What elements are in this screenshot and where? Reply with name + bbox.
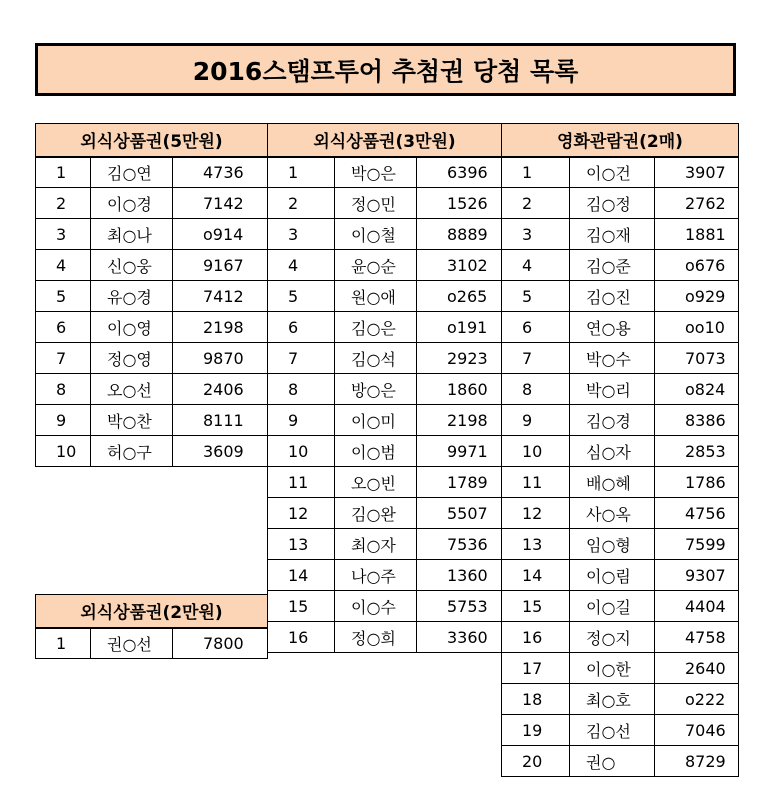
winner-code: 7536	[417, 529, 502, 560]
winner-number: 3	[268, 219, 335, 250]
winner-number: 1	[268, 157, 335, 188]
winner-row	[268, 281, 502, 312]
winner-code: 3609	[173, 436, 268, 467]
winner-name: 이○영	[91, 312, 173, 343]
winner-name: 원○애	[335, 281, 417, 312]
winner-name: 김○석	[335, 343, 417, 374]
winner-row	[502, 250, 739, 281]
winner-row	[268, 529, 502, 560]
winner-code: 5507	[417, 498, 502, 529]
winner-number: 14	[502, 560, 570, 591]
winner-number: 9	[36, 405, 91, 436]
winner-number: 4	[502, 250, 570, 281]
winner-name: 김○완	[335, 498, 417, 529]
winner-name: 이○길	[570, 591, 655, 622]
winner-row	[268, 250, 502, 281]
winner-name: 이○건	[570, 157, 655, 188]
winner-code: 5753	[417, 591, 502, 622]
winner-number: 1	[502, 157, 570, 188]
winner-code: 4736	[173, 157, 268, 188]
winner-number: 1	[36, 628, 91, 659]
winner-name: 나○주	[335, 560, 417, 591]
winner-name: 정○영	[91, 343, 173, 374]
winner-row	[502, 684, 739, 715]
winner-row	[36, 219, 268, 250]
winner-number: 10	[36, 436, 91, 467]
winner-code: o914	[173, 219, 268, 250]
winner-name: 박○찬	[91, 405, 173, 436]
winner-name: 연○용	[570, 312, 655, 343]
winner-code: 8111	[173, 405, 268, 436]
winner-code: 7800	[173, 628, 268, 659]
winner-row	[36, 312, 268, 343]
winner-number: 11	[268, 467, 335, 498]
winner-row	[502, 374, 739, 405]
winner-code: 9307	[655, 560, 739, 591]
winner-row	[268, 343, 502, 374]
winner-name: 이○철	[335, 219, 417, 250]
prize-category-header: 외식상품권(3만원)	[268, 124, 502, 157]
winner-number: 7	[268, 343, 335, 374]
winner-name: 정○지	[570, 622, 655, 653]
winner-name: 김○정	[570, 188, 655, 219]
winner-code: 2853	[655, 436, 739, 467]
winner-row	[36, 250, 268, 281]
prize-table-dining-5man	[35, 123, 268, 467]
winner-number: 12	[502, 498, 570, 529]
winner-row	[36, 374, 268, 405]
winner-row	[36, 157, 268, 188]
winner-code: 3102	[417, 250, 502, 281]
winner-row	[502, 653, 739, 684]
winner-number: 2	[36, 188, 91, 219]
winner-row	[36, 436, 268, 467]
winner-code: 4758	[655, 622, 739, 653]
winner-name: 사○옥	[570, 498, 655, 529]
winner-number: 6	[36, 312, 91, 343]
winner-row	[268, 591, 502, 622]
winner-code: 8386	[655, 405, 739, 436]
winner-number: 3	[502, 219, 570, 250]
winner-name: 박○수	[570, 343, 655, 374]
winner-code: 9870	[173, 343, 268, 374]
winner-row	[268, 560, 502, 591]
winner-row	[502, 467, 739, 498]
winner-number: 7	[502, 343, 570, 374]
page-title: 2016스탬프투어 추첨권 당첨 목록	[192, 56, 579, 86]
winner-name: 권○	[570, 746, 655, 777]
winner-number: 9	[502, 405, 570, 436]
winner-name: 김○은	[335, 312, 417, 343]
winner-row	[36, 343, 268, 374]
winner-code: 8889	[417, 219, 502, 250]
winner-name: 이○림	[570, 560, 655, 591]
winner-name: 정○희	[335, 622, 417, 653]
prize-category-header: 영화관람권(2매)	[502, 124, 739, 157]
winner-row	[268, 622, 502, 653]
winner-code: o676	[655, 250, 739, 281]
winner-name: 최○자	[335, 529, 417, 560]
winner-number: 12	[268, 498, 335, 529]
winner-number: 10	[502, 436, 570, 467]
winner-row	[268, 219, 502, 250]
winner-code: 7412	[173, 281, 268, 312]
winner-number: 1	[36, 157, 91, 188]
winner-number: 20	[502, 746, 570, 777]
winner-code: 7046	[655, 715, 739, 746]
winner-number: 2	[268, 188, 335, 219]
winner-code: oo10	[655, 312, 739, 343]
winner-code: 7142	[173, 188, 268, 219]
table-header-row	[36, 595, 268, 628]
winner-code: 2406	[173, 374, 268, 405]
winner-row	[502, 281, 739, 312]
winner-name: 김○진	[570, 281, 655, 312]
winner-number: 6	[268, 312, 335, 343]
winner-code: 4756	[655, 498, 739, 529]
winner-code: 9971	[417, 436, 502, 467]
winner-row	[502, 157, 739, 188]
winner-name: 김○연	[91, 157, 173, 188]
winner-code: 9167	[173, 250, 268, 281]
winner-number: 5	[36, 281, 91, 312]
winner-row	[502, 405, 739, 436]
winner-row	[502, 219, 739, 250]
winner-number: 8	[36, 374, 91, 405]
winner-number: 7	[36, 343, 91, 374]
winner-code: 3907	[655, 157, 739, 188]
winner-row	[36, 405, 268, 436]
winner-row	[502, 498, 739, 529]
winner-number: 10	[268, 436, 335, 467]
prize-category-header: 외식상품권(5만원)	[36, 124, 268, 157]
winner-code: 1526	[417, 188, 502, 219]
winner-number: 3	[36, 219, 91, 250]
winner-name: 윤○순	[335, 250, 417, 281]
winner-code: 7599	[655, 529, 739, 560]
winner-code: 4404	[655, 591, 739, 622]
winner-number: 9	[268, 405, 335, 436]
winner-number: 18	[502, 684, 570, 715]
winner-row	[268, 467, 502, 498]
table-header-row	[502, 124, 739, 157]
winner-name: 이○한	[570, 653, 655, 684]
winner-number: 5	[502, 281, 570, 312]
winner-name: 임○형	[570, 529, 655, 560]
winner-row	[502, 436, 739, 467]
winner-number: 16	[502, 622, 570, 653]
winner-row	[502, 591, 739, 622]
winner-number: 4	[268, 250, 335, 281]
winner-code: 8729	[655, 746, 739, 777]
prize-table-dining-2man	[35, 594, 268, 659]
winner-code: 1789	[417, 467, 502, 498]
winner-row	[36, 281, 268, 312]
winner-name: 이○미	[335, 405, 417, 436]
winner-row	[268, 374, 502, 405]
winner-row	[502, 560, 739, 591]
winner-number: 19	[502, 715, 570, 746]
prize-table-dining-3man	[267, 123, 502, 653]
winner-row	[268, 436, 502, 467]
winner-name: 이○범	[335, 436, 417, 467]
winner-row	[502, 715, 739, 746]
winner-code: 2198	[173, 312, 268, 343]
winner-row	[36, 628, 268, 659]
winner-code: 7073	[655, 343, 739, 374]
table-header-row	[36, 124, 268, 157]
winner-code: 1786	[655, 467, 739, 498]
winner-name: 신○웅	[91, 250, 173, 281]
winner-name: 허○구	[91, 436, 173, 467]
winner-code: o824	[655, 374, 739, 405]
winner-number: 8	[268, 374, 335, 405]
winner-row	[268, 405, 502, 436]
winner-name: 이○수	[335, 591, 417, 622]
winner-number: 16	[268, 622, 335, 653]
winner-row	[268, 157, 502, 188]
winner-name: 김○재	[570, 219, 655, 250]
winner-name: 권○선	[91, 628, 173, 659]
winner-name: 오○선	[91, 374, 173, 405]
winner-number: 5	[268, 281, 335, 312]
winner-row	[502, 343, 739, 374]
winner-code: 2198	[417, 405, 502, 436]
winner-row	[268, 498, 502, 529]
winner-number: 17	[502, 653, 570, 684]
winner-number: 14	[268, 560, 335, 591]
winner-number: 2	[502, 188, 570, 219]
prize-table-movie-2	[501, 123, 739, 777]
winner-code: 2640	[655, 653, 739, 684]
prize-category-header: 외식상품권(2만원)	[36, 595, 268, 628]
winner-code: 3360	[417, 622, 502, 653]
winner-row	[502, 188, 739, 219]
winner-number: 13	[502, 529, 570, 560]
winner-code: 2923	[417, 343, 502, 374]
winner-code: 1881	[655, 219, 739, 250]
winner-name: 심○자	[570, 436, 655, 467]
winner-number: 11	[502, 467, 570, 498]
winner-code: 2762	[655, 188, 739, 219]
page-title-box	[35, 43, 736, 96]
winner-number: 6	[502, 312, 570, 343]
winner-name: 최○호	[570, 684, 655, 715]
winner-row	[36, 188, 268, 219]
winner-row	[502, 529, 739, 560]
winner-code: o929	[655, 281, 739, 312]
winner-number: 15	[502, 591, 570, 622]
winner-code: o191	[417, 312, 502, 343]
winner-name: 박○은	[335, 157, 417, 188]
winner-name: 오○빈	[335, 467, 417, 498]
winner-name: 정○민	[335, 188, 417, 219]
winner-name: 김○준	[570, 250, 655, 281]
winner-code: o222	[655, 684, 739, 715]
winner-row	[268, 188, 502, 219]
winner-name: 김○경	[570, 405, 655, 436]
winner-name: 김○선	[570, 715, 655, 746]
table-header-row	[268, 124, 502, 157]
winner-name: 이○경	[91, 188, 173, 219]
winner-row	[268, 312, 502, 343]
winner-number: 4	[36, 250, 91, 281]
winner-row	[502, 622, 739, 653]
winner-name: 배○혜	[570, 467, 655, 498]
winner-number: 15	[268, 591, 335, 622]
winner-row	[502, 312, 739, 343]
winner-row	[502, 746, 739, 777]
winner-name: 박○리	[570, 374, 655, 405]
winner-code: 1860	[417, 374, 502, 405]
winner-name: 최○나	[91, 219, 173, 250]
winner-name: 방○은	[335, 374, 417, 405]
winner-code: 1360	[417, 560, 502, 591]
winner-name: 유○경	[91, 281, 173, 312]
winner-number: 13	[268, 529, 335, 560]
winner-code: 6396	[417, 157, 502, 188]
winner-number: 8	[502, 374, 570, 405]
winner-code: o265	[417, 281, 502, 312]
